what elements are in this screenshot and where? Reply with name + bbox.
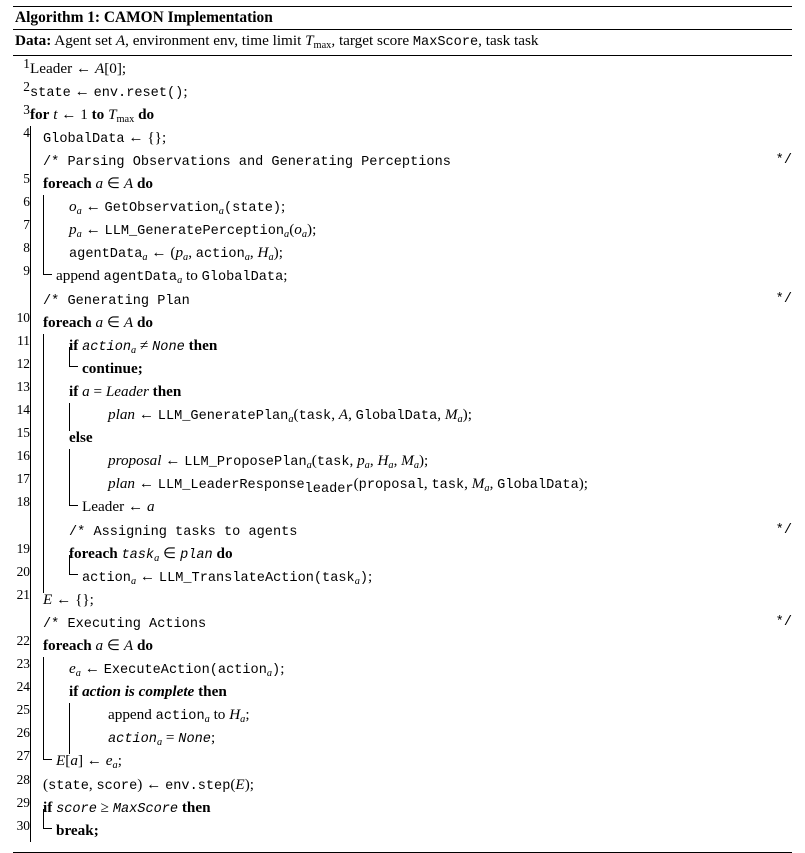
line-content: if a = Leader then [30,380,792,403]
algorithm-lines [13,57,792,842]
line-number: 10 [16,309,30,325]
tmax-symbol: T [305,32,314,50]
algorithm-line [13,426,792,449]
line-content: foreach task$_a$ ∈ plan do [30,542,792,565]
kw-break: break; [56,821,99,839]
line-number: 6 [23,194,30,210]
algorithm-line [13,796,792,819]
data-rule [13,55,792,56]
line-number: 11 [17,332,30,348]
line-number: 23 [16,656,30,672]
algorithm-comment-line [13,149,792,172]
algorithm-line [13,449,792,472]
line-number [13,611,30,634]
algorithm-line [13,195,792,218]
comment-end: */ [775,291,792,307]
kw-do: do [136,636,153,654]
comment-plan: /* Generating Plan [43,293,190,309]
algorithm-line [13,334,792,357]
algorithm-line [13,657,792,680]
algorithm-line [13,357,792,380]
line-number: 15 [16,425,30,441]
algorithm-line [13,403,792,426]
line-number: 12 [16,355,30,371]
kw-then: then [198,683,227,701]
kw-for: for [30,105,50,123]
algorithm-line [13,80,792,103]
line-content: append agentData$_a$ to GlobalData; [30,264,792,287]
kw-continue: continue; [82,359,143,377]
line-content [30,426,792,449]
line-number: 28 [16,771,30,787]
line-number: 4 [23,124,30,140]
line-content: action$_a$ = None; [30,726,792,749]
comment-end: */ [775,153,792,169]
kw-to: to [91,105,105,123]
algorithm-comment-line [13,288,792,311]
line-content: Leader ← a [30,495,792,518]
line-content [30,819,792,842]
algorithm-line [13,703,792,726]
line-content [30,611,792,634]
line-content: foreach a ∈ A do [30,172,792,195]
line-content: for t ← 1 to $T_{max}$ do [30,105,155,125]
algorithm-line [13,264,792,287]
line-number: 1 [23,55,30,71]
algorithm-line [13,588,792,611]
line-content: plan ← LLM_LeaderResponse$_{leader}$(proposal, task, $M_a$, GlobalData); [30,472,792,495]
line-number [13,519,30,542]
tmax-subscript: max [313,40,332,52]
algorithm-line [13,726,792,749]
comment-parsing: /* Parsing Observations and Generating Perceptions [43,155,451,171]
line-number: 19 [16,540,30,556]
comment-end: */ [775,614,792,630]
line-content: state ← env.reset(); [30,82,188,101]
line-content: foreach a ∈ A do [30,311,792,334]
line-content: agentData$_a$ ← ($p_a$, action$_a$, $H_a$); [30,241,792,264]
line-number [13,288,30,311]
algorithm-line [13,380,792,403]
kw-if: if [69,683,79,701]
kw-do: do [136,313,153,331]
algorithm-line [13,565,792,588]
data-text-1: Agent set [54,32,116,50]
kw-then: then [181,798,211,816]
algorithm-line [13,241,792,264]
line-content: E[a] ← $e_a$; [30,749,792,772]
line-number: 21 [16,586,30,602]
kw-then: then [188,336,218,354]
line-content: if score ≥ MaxScore then [30,796,792,819]
line-number: 25 [16,702,30,718]
algorithm-line [13,103,792,126]
line-content: $o_a$ ← GetObservation$_a$(state); [30,195,792,218]
line-number: 18 [16,494,30,510]
algorithm-line [13,495,792,518]
algorithm-block [13,6,792,853]
line-number: 17 [16,471,30,487]
data-label: Data: [15,32,52,50]
data-text-4: , task task [478,32,539,50]
algorithm-line [13,172,792,195]
algorithm-line [13,773,792,796]
algorithm-line [13,126,792,149]
algorithm-line [13,749,792,772]
line-content: if action is complete then [30,680,792,703]
line-content: foreach a ∈ A do [30,634,792,657]
algorithm-line [13,634,792,657]
line-content [30,519,792,542]
algorithm-line [13,57,792,80]
line-number: 9 [23,263,30,279]
line-number: 7 [23,217,30,233]
algorithm-line [13,311,792,334]
line-content: GlobalData ← {}; [30,126,792,149]
line-number: 22 [16,632,30,648]
algorithm-comment-line [13,611,792,634]
kw-if: if [43,798,53,816]
kw-do: do [136,175,153,193]
line-content: $p_a$ ← $LLM\_GeneratePerception_a(o_a)$; [30,218,792,241]
algorithm-title: Algorithm 1: CAMON Implementation [15,9,273,26]
algorithm-line [13,472,792,495]
kw-if: if [69,382,79,400]
line-number: 27 [16,748,30,764]
kw-if: if [69,336,79,354]
line-number: 24 [16,679,30,695]
line-number: 14 [16,402,30,418]
comment-exec: /* Executing Actions [43,616,207,632]
algorithm-line [13,542,792,565]
line-number: 5 [23,171,30,187]
line-content: $e_a$ ← ExecuteAction(action$_a$); [30,657,792,680]
kw-then: then [152,382,182,400]
line-number: 26 [16,725,30,741]
algorithm-line [13,819,792,842]
line-number: 8 [23,240,30,256]
kw-do: do [216,544,233,562]
kw-foreach: foreach [43,313,92,331]
line-number: 29 [16,794,30,810]
kw-foreach: foreach [43,636,92,654]
line-number: 2 [23,78,30,94]
line-content [30,288,792,311]
kw-do: do [138,105,155,123]
line-content: (state, score) ← env.step(E); [30,773,792,796]
data-line [13,30,792,54]
algorithm-line [13,218,792,241]
line-content: plan ← LLM_GeneratePlan$_a$(task, A, GlobalData, $M_a$); [30,403,792,426]
data-text-2: , environment env, time limit [125,32,306,50]
line-number: 13 [16,378,30,394]
line-content: append action$_a$ to $H_a$; [30,703,792,726]
line-content [30,149,792,172]
line-content [30,357,792,380]
line-content: action$_a$ ← LLM_TranslateAction(task$_a$); [30,565,792,588]
line-content: proposal ← LLM_ProposePlan$_a$(task, $p_a$, $H_a$, $M_a$); [30,449,792,472]
line-content: E ← {}; [30,588,792,611]
agent-set-symbol: A [115,32,126,50]
comment-assign: /* Assigning tasks to agents [69,524,298,540]
line-content: Leader ← A[0]; [30,59,127,77]
algorithm-comment-line [13,519,792,542]
algorithm-line [13,680,792,703]
line-number: 30 [16,817,30,833]
kw-foreach: foreach [43,175,92,193]
kw-foreach: foreach [69,544,118,562]
line-number: 16 [16,448,30,464]
maxscore-symbol: MaxScore [412,35,479,51]
line-content: if action$_a$ ≠ None then [30,334,792,357]
data-text-3: , target score [331,32,413,50]
kw-else: else [69,429,93,447]
line-number [13,149,30,172]
comment-end: */ [775,522,792,538]
line-number: 20 [16,563,30,579]
line-number: 3 [23,101,30,117]
